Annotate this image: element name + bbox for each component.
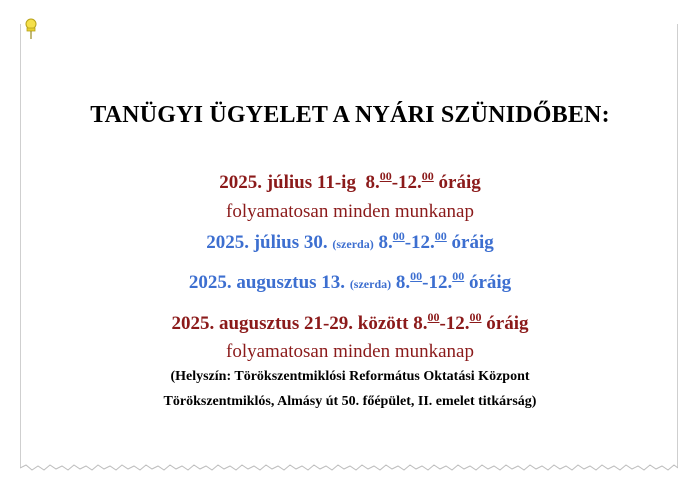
time-end: -12. <box>404 232 435 253</box>
entry-4-note: folyamatosan minden munkanap <box>226 341 474 362</box>
time-end: -12. <box>439 313 470 334</box>
time-end-minutes: 00 <box>452 269 465 283</box>
time-end-minutes: 00 <box>434 229 447 243</box>
time-start-minutes: 00 <box>427 310 440 324</box>
time-start-minutes: 00 <box>379 169 392 183</box>
entry-weekday: (szerda) <box>349 277 392 291</box>
time-end: -12. <box>391 172 422 193</box>
time-suffix: óráig <box>464 272 512 293</box>
location-line-2: Törökszentmiklós, Almásy út 50. főépület, II. emelet titkárság) <box>163 394 537 409</box>
time-suffix: óráig <box>433 172 481 193</box>
time-suffix: óráig <box>446 232 494 253</box>
time-start-minutes: 00 <box>410 269 423 283</box>
entry-date: 2025. július 30. <box>206 232 328 253</box>
schedule-entry-3 <box>0 269 700 294</box>
pushpin-icon[interactable] <box>22 18 40 40</box>
time-start-minutes: 00 <box>392 229 405 243</box>
time-start: 8. <box>395 272 411 293</box>
entry-date: 2025. augusztus 13. <box>188 272 346 293</box>
page-bottom-edge <box>20 464 678 472</box>
entry-date: 2025. augusztus 21-29. között <box>171 313 409 334</box>
schedule-entry-4 <box>0 310 700 335</box>
time-end-minutes: 00 <box>421 169 434 183</box>
time-end: -12. <box>422 272 453 293</box>
time-end-minutes: 00 <box>469 310 482 324</box>
time-start: 8. <box>365 172 380 193</box>
time-start: 8. <box>378 232 393 253</box>
page-title: TANÜGYI ÜGYELET A NYÁRI SZÜNIDŐBEN: <box>90 102 610 128</box>
time-start: 8. <box>413 313 428 334</box>
entry-date: 2025. július 11-ig <box>219 172 356 193</box>
entry-1-note: folyamatosan minden munkanap <box>226 201 474 222</box>
location-line-1: (Helyszín: Törökszentmiklósi Református Oktatási Központ <box>170 369 530 384</box>
schedule-entry-2 <box>0 229 700 254</box>
schedule-entry-1 <box>0 169 700 194</box>
time-suffix: óráig <box>481 313 529 334</box>
entry-weekday: (szerda) <box>332 237 374 251</box>
